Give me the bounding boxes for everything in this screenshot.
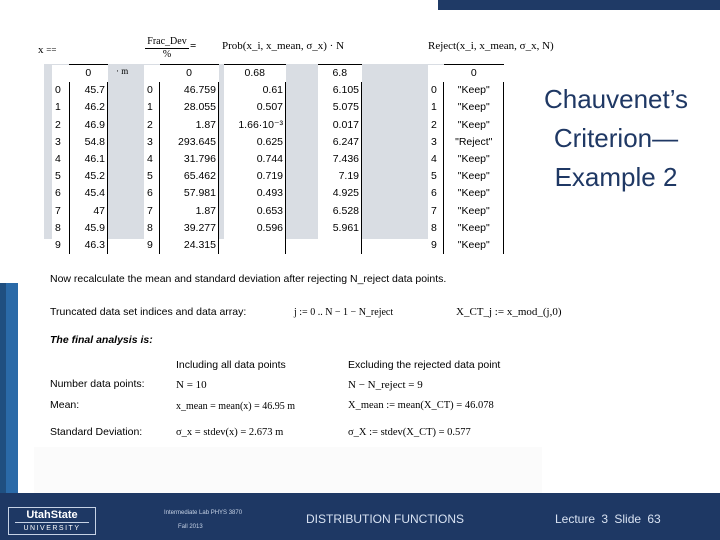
- table-row: [224, 99, 286, 116]
- table-cell: 57.981: [160, 185, 219, 202]
- row-index: 9: [428, 236, 444, 253]
- row-index: 1: [428, 99, 444, 116]
- row-index: 3: [52, 133, 69, 150]
- table-cell: "Keep": [444, 202, 504, 219]
- table-cell: 39.277: [160, 219, 219, 236]
- left-accent-bar-dark: [0, 283, 6, 493]
- table-row: [428, 185, 504, 202]
- prob-table: [224, 64, 286, 254]
- table-row: [144, 236, 219, 253]
- row-index: 0: [144, 82, 160, 99]
- x-data-table: [52, 64, 108, 254]
- table-row: [52, 185, 108, 202]
- frac-dev-numerator: Frac_Dev: [145, 36, 189, 49]
- table-row: [52, 202, 108, 219]
- row-index: 6: [144, 185, 160, 202]
- table-row: [144, 202, 219, 219]
- row-index: 1: [144, 99, 160, 116]
- table-cell: 0.017: [318, 116, 362, 133]
- table-row: [52, 236, 108, 253]
- table-cell: 5.961: [318, 219, 362, 236]
- row-index: 9: [144, 236, 160, 253]
- table-row: [318, 185, 362, 202]
- table-row: [144, 116, 219, 133]
- table-cell: "Keep": [444, 116, 504, 133]
- table-cell: 5.075: [318, 99, 362, 116]
- table-cell: "Keep": [444, 219, 504, 236]
- table-cell: 0.61: [224, 82, 286, 99]
- truncated-text: Truncated data set indices and data array:: [50, 306, 247, 318]
- table-cell: 1.87: [160, 116, 219, 133]
- table-cell: 46.2: [69, 99, 107, 116]
- table-header-cell: 0: [160, 65, 219, 82]
- table-cell: "Keep": [444, 99, 504, 116]
- table-cell: "Keep": [444, 168, 504, 185]
- table-cell: "Keep": [444, 236, 504, 253]
- table-row: [318, 150, 362, 167]
- worksheet-bottom-margin: [34, 447, 542, 493]
- mean-all-value: x_mean = mean(x) = 46.95 m: [176, 401, 296, 412]
- table-row: [428, 116, 504, 133]
- m-unit: · m: [116, 66, 129, 76]
- table-row: [144, 185, 219, 202]
- table-cell: 7.19: [318, 168, 362, 185]
- table-header-cell: 0: [69, 65, 107, 82]
- recalc-text: Now recalculate the mean and standard deviation after rejecting N_reject data points.: [50, 273, 447, 285]
- logo-line-1: UtahState: [26, 509, 78, 521]
- table-row: [428, 236, 504, 253]
- row-index: 9: [52, 236, 69, 253]
- excluding-heading: Excluding the rejected data point: [348, 359, 501, 371]
- frac-dev-header: [145, 36, 189, 61]
- table-cell: "Keep": [444, 150, 504, 167]
- footer-section-title: DISTRIBUTION FUNCTIONS: [306, 512, 464, 526]
- footer-slide-info: Lecture 3 Slide 63: [555, 512, 661, 526]
- table-cell: 65.462: [160, 168, 219, 185]
- table-cell: 54.8: [69, 133, 107, 150]
- mean-label: Mean:: [50, 399, 80, 411]
- table-row: [224, 168, 286, 185]
- table-cell: 0.653: [224, 202, 286, 219]
- top-accent-bar: [438, 0, 720, 10]
- table-cell: 4.925: [318, 185, 362, 202]
- row-index: 6: [52, 185, 69, 202]
- table-cell: 45.2: [69, 168, 107, 185]
- slide-title: Chauvenet’s Criterion— Example 2: [543, 84, 689, 192]
- table-row: [318, 219, 362, 236]
- row-index: 3: [428, 133, 444, 150]
- table-cell: 24.315: [160, 236, 219, 253]
- table-row: [144, 82, 219, 99]
- table-header-cell: 6.8: [318, 65, 362, 82]
- row-index: 8: [52, 219, 69, 236]
- table-cell: 31.796: [160, 150, 219, 167]
- table-row: [428, 99, 504, 116]
- table-row: [144, 150, 219, 167]
- row-index: 1: [52, 99, 69, 116]
- row-index: 4: [144, 150, 160, 167]
- logo-line-2: UNIVERSITY: [15, 522, 89, 534]
- table-row: [52, 99, 108, 116]
- table-row: [318, 82, 362, 99]
- row-index: 6: [428, 185, 444, 202]
- table-cell: 46.1: [69, 150, 107, 167]
- course-info: [164, 509, 242, 531]
- table-row: [224, 82, 286, 99]
- semester: Fall 2013: [178, 524, 203, 530]
- table-row: [52, 133, 108, 150]
- row-index: 3: [144, 133, 160, 150]
- table-row: [224, 202, 286, 219]
- num-points-label: Number data points:: [50, 378, 145, 390]
- table-row: [318, 133, 362, 150]
- table-row: [144, 99, 219, 116]
- table-cell: 0.719: [224, 168, 286, 185]
- table-cell: 7.436: [318, 150, 362, 167]
- table-cell: 0.744: [224, 150, 286, 167]
- table-row: [144, 168, 219, 185]
- table-row: [224, 133, 286, 150]
- table-cell: 0.493: [224, 185, 286, 202]
- x-var-label: x ==: [38, 44, 57, 56]
- table-row: [428, 168, 504, 185]
- table-cell: 45.4: [69, 185, 107, 202]
- course-name: Intermediate Lab PHYS 3870: [164, 510, 243, 516]
- table-cell: [318, 236, 362, 253]
- table-cell: 46.759: [160, 82, 219, 99]
- table-row: [224, 219, 286, 236]
- table-row: [52, 219, 108, 236]
- table-corner: [144, 65, 160, 82]
- eq-sign-1: =: [190, 40, 197, 52]
- table-row: [52, 168, 108, 185]
- table-corner: [428, 65, 444, 82]
- table-row: [144, 133, 219, 150]
- table-cell: 1.87: [160, 202, 219, 219]
- table-cell: "Reject": [444, 133, 504, 150]
- row-index: 5: [52, 168, 69, 185]
- table-row: [318, 116, 362, 133]
- row-index: 4: [52, 150, 69, 167]
- std-all-value: σ_x = stdev(x) = 2.673 m: [176, 427, 284, 438]
- final-analysis-heading: The final analysis is:: [50, 334, 153, 346]
- row-index: 8: [428, 219, 444, 236]
- table-cell: 293.645: [160, 133, 219, 150]
- row-index: 5: [428, 168, 444, 185]
- table-cell: 0.596: [224, 219, 286, 236]
- table-row: [52, 150, 108, 167]
- table-row: [428, 202, 504, 219]
- table-cell: 6.105: [318, 82, 362, 99]
- table-row: [428, 82, 504, 99]
- mean-excl-value: X_mean := mean(X_CT) = 46.078: [348, 400, 494, 411]
- table-cell: 46.9: [69, 116, 107, 133]
- row-index: 7: [52, 202, 69, 219]
- prob-header: Prob(x_i, x_mean, σ_x) · N: [222, 40, 345, 52]
- table-cell: 45.9: [69, 219, 107, 236]
- table-row: [318, 236, 362, 253]
- xct-expr: X_CT_j := x_mod_(j,0): [456, 306, 562, 318]
- table-cell: "Keep": [444, 82, 504, 99]
- prob-n-table: [318, 64, 362, 254]
- table-cell: 6.528: [318, 202, 362, 219]
- row-index: 4: [428, 150, 444, 167]
- table-row: [428, 150, 504, 167]
- table-cell: [224, 236, 286, 253]
- table-cell: "Keep": [444, 185, 504, 202]
- table-cell: 45.7: [69, 82, 107, 99]
- table-row: [224, 185, 286, 202]
- row-index: 0: [52, 82, 69, 99]
- std-label: Standard Deviation:: [50, 426, 143, 438]
- j-range-expr: j := 0 .. N − 1 − N_reject: [294, 307, 394, 318]
- table-cell: 1.66·10⁻³: [224, 116, 286, 133]
- row-index: 2: [52, 116, 69, 133]
- table-cell: 46.3: [69, 236, 107, 253]
- n-all-value: N = 10: [176, 379, 207, 391]
- table-cell: 6.247: [318, 133, 362, 150]
- reject-table: [428, 64, 504, 254]
- row-index: 5: [144, 168, 160, 185]
- table-row: [144, 219, 219, 236]
- row-index: 7: [144, 202, 160, 219]
- table-row: [318, 202, 362, 219]
- table-row: [428, 219, 504, 236]
- including-heading: Including all data points: [176, 359, 286, 371]
- table-row: [318, 168, 362, 185]
- usu-logo: [8, 507, 96, 535]
- table-header-cell: 0.68: [224, 65, 286, 82]
- table-header-cell: 0: [444, 65, 504, 82]
- table-cell: 0.625: [224, 133, 286, 150]
- row-index: 8: [144, 219, 160, 236]
- table-row: [224, 236, 286, 253]
- row-index: 2: [428, 116, 444, 133]
- row-index: 2: [144, 116, 160, 133]
- table-corner: [52, 65, 69, 82]
- table-row: [318, 99, 362, 116]
- table-row: [224, 116, 286, 133]
- table-cell: 28.055: [160, 99, 219, 116]
- row-index: 7: [428, 202, 444, 219]
- frac-dev-denominator: %: [162, 49, 172, 60]
- row-index: 0: [428, 82, 444, 99]
- table-row: [52, 116, 108, 133]
- std-excl-value: σ_X := stdev(X_CT) = 0.577: [348, 427, 471, 438]
- table-row: [428, 133, 504, 150]
- table-cell: 0.507: [224, 99, 286, 116]
- table-row: [224, 150, 286, 167]
- table-row: [52, 82, 108, 99]
- table-cell: 47: [69, 202, 107, 219]
- frac-dev-table: [144, 64, 219, 254]
- reject-header: Reject(x_i, x_mean, σ_x, N): [428, 40, 554, 52]
- n-excl-value: N − N_reject = 9: [348, 379, 423, 391]
